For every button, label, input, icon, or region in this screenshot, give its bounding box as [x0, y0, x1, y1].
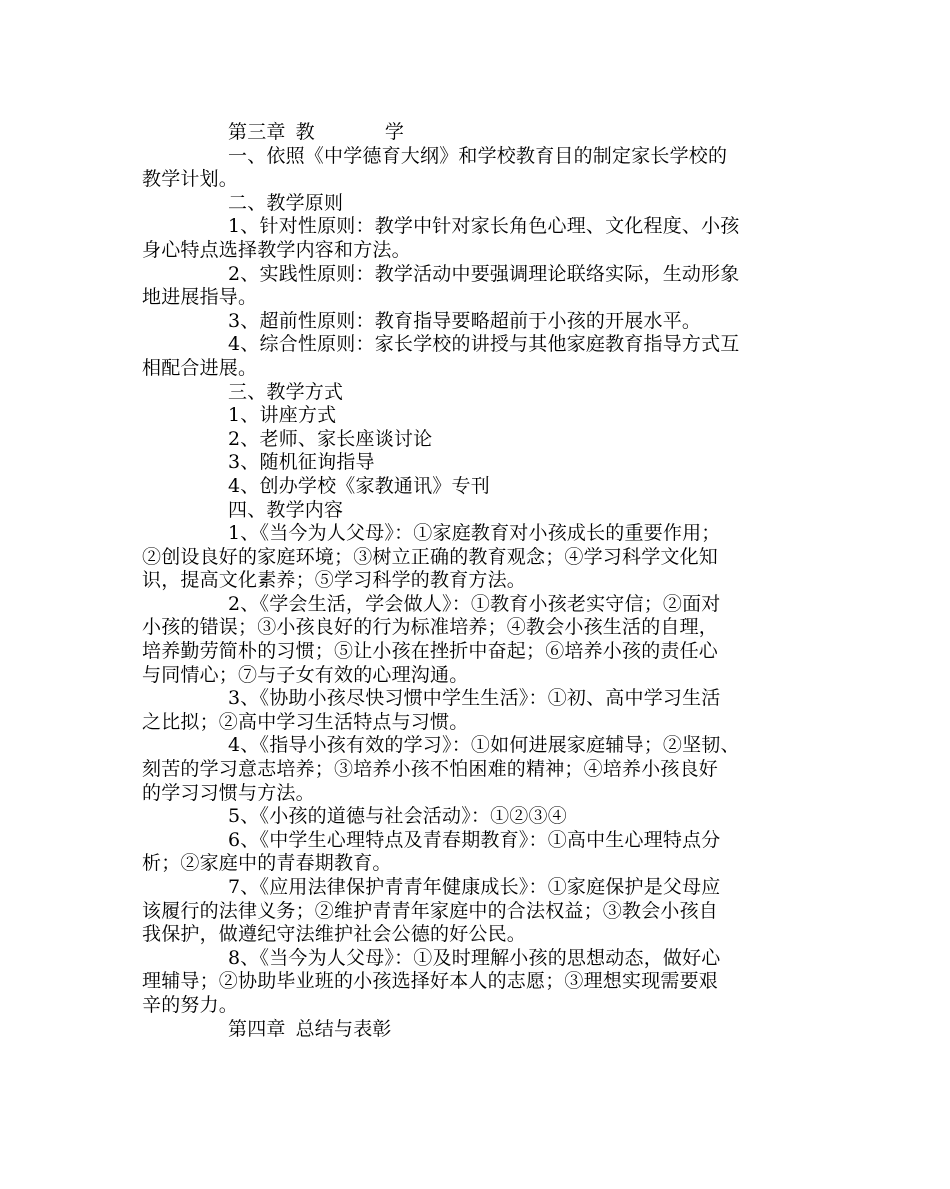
- paragraph-line: 的学习习惯与方法。: [142, 781, 315, 804]
- paragraph-line: 识，提高文化素养；⑤学习科学的教育方法。: [142, 569, 527, 592]
- paragraph-line: 2、《学会生活，学会做人》：①教育小孩老实守信；②面对: [228, 592, 721, 615]
- paragraph-line: 4、《指导小孩有效的学习》：①如何进展家庭辅导；②坚韧、: [228, 734, 740, 757]
- paragraph-line: 与同情心；⑦与子女有效的心理沟通。: [142, 663, 469, 686]
- paragraph-line: 教学计划。: [142, 168, 239, 191]
- list-item: 3、随机征询指导: [228, 451, 375, 474]
- paragraph-line: 我保护，做遵纪守法维护社会公德的好公民。: [142, 923, 527, 946]
- paragraph-line: 培养勤劳简朴的习惯；⑤让小孩在挫折中奋起；⑥培养小孩的责任心: [142, 640, 719, 663]
- paragraph-line: 相配合进展。: [142, 356, 258, 379]
- paragraph-line: 该履行的法律义务；②维护青青年家庭中的合法权益；③教会小孩自: [142, 899, 719, 922]
- section-heading: 三、教学方式: [228, 380, 344, 403]
- paragraph-line: 刻苦的学习意志培养；③培养小孩不怕困难的精神；④培养小孩良好: [142, 758, 719, 781]
- section-heading: 四、教学内容: [228, 498, 344, 521]
- paragraph-line: 小孩的错误；③小孩良好的行为标准培养；④教会小孩生活的自理，: [142, 616, 719, 639]
- paragraph-line: 地进展指导。: [142, 286, 258, 309]
- paragraph-line: 8、《当今为人父母》：①及时理解小孩的思想动态，做好心: [228, 946, 721, 969]
- paragraph-line: 之比拟；②高中学习生活特点与习惯。: [142, 710, 469, 733]
- paragraph-line: 1、《当今为人父母》：①家庭教育对小孩成长的重要作用；: [228, 522, 721, 545]
- list-item: 2、老师、家长座谈讨论: [228, 427, 433, 450]
- list-item: 4、创办学校《家教通讯》专刊: [228, 474, 490, 497]
- paragraph-line: 7、《应用法律保护青青年健康成长》：①家庭保护是父母应: [228, 876, 721, 898]
- paragraph-line: 析；②家庭中的青春期教育。: [142, 852, 392, 875]
- paragraph-line: 一、依照《中学德育大纲》和学校教育目的制定家长学校的: [228, 144, 728, 167]
- section-heading: 二、教学原则: [228, 191, 344, 214]
- document-body: [142, 121, 822, 1041]
- paragraph-line: 1、针对性原则：教学中针对家长角色心理、文化程度、小孩: [228, 215, 740, 238]
- paragraph-line: 3、超前性原则：教育指导要略超前于小孩的开展水平。: [228, 309, 702, 332]
- paragraph-line: 辛的努力。: [142, 993, 239, 1016]
- chapter-three-title: 第三章 教 学: [228, 121, 405, 143]
- paragraph-line: 2、实践性原则：教学活动中要强调理论联络实际，生动形象: [228, 262, 740, 285]
- chapter-four-title: 第四章 总结与表彰: [228, 1017, 392, 1040]
- paragraph-line: 理辅导；②协助毕业班的小孩选择好本人的志愿；③理想实现需要艰: [142, 970, 719, 993]
- paragraph-line: 3、《协助小孩尽快习惯中学生生活》：①初、高中学习生活: [228, 687, 721, 710]
- list-item: 1、讲座方式: [228, 404, 337, 427]
- paragraph-line: 4、综合性原则：家长学校的讲授与其他家庭教育指导方式互: [228, 333, 740, 356]
- paragraph-line: 5、《小孩的道德与社会活动》：①②③④: [228, 805, 567, 828]
- paragraph-line: 身心特点选择教学内容和方法。: [142, 238, 411, 261]
- paragraph-line: ②创设良好的家庭环境；③树立正确的教育观念；④学习科学文化知: [142, 545, 719, 568]
- paragraph-line: 6、《中学生心理特点及青春期教育》：①高中生心理特点分: [228, 828, 721, 851]
